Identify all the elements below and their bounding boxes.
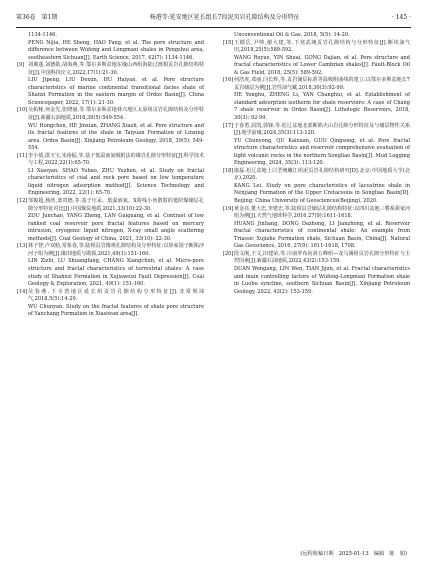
reference-number: [14] (17, 288, 28, 295)
reference-text: 段文刚,王文,田建荣,等.川南罗布向斜五峰组—龙马溪组页岩孔隙分形特征与主控因素[J].新疆石油地质,2022,43(2):153-159. (234, 250, 410, 265)
reference-text: LI Xiaoyan, SHAO Yubao, ZHU Yuzhen, et al. Study on fractal characteristics of coal and rock pore based on low temperature liquid nitrogen adsorption method[J]. Science Technology and Engineering, 2022, 22(1): 65-70. (28, 167, 204, 197)
running-header (16, 12, 411, 24)
reference-text: DUAN Wengang, LIN Wen, TIAN Jijun, et al. Fractal characteristics and main controlling factors of Wufeng-Longmaxi Formation shale in Luobu syncline, southern Sichuan Basin[J]. Xinjiang Petroleum Geology, 2022, 43(2): 153-159. (234, 265, 410, 295)
reference-entry (223, 40, 410, 78)
reference-text: 吴春燕.下寺湾地区延长组页岩孔隙结构分形特征[J].非常规油气,2018,5(5):14-20. (28, 288, 204, 303)
reference-number: [15] (223, 39, 234, 46)
reference-entry (17, 62, 204, 107)
reference-number: [11] (17, 152, 28, 159)
header-divider (16, 27, 411, 28)
reference-text: KANG Lei. Study on pore characteristics of lacustrine shale in Nenjiang Formation of the Upper Cretaceous in Songliao Basin[D]. Beijing: China University of Geosciences(Beijing), 2020. (234, 182, 410, 205)
reference-text: 吴拓稼,何金先,张晓丽,等.鄂尔多斯盆地林兴地区太原组页岩孔隙结构及分形特征[J].新疆石油地质,2018,39(5):549-554. (28, 107, 204, 122)
reference-entry (17, 32, 204, 62)
reference-text: 何浩虎,邓丽,闫长辉,等.页岩储层标准等温吸附曲线的建立:以鄂尔多斯盆地长7页岩储层为例[J].岩性油气藏,2018,30(3):92-99. (234, 77, 410, 91)
reference-entry (223, 123, 410, 168)
reference-entry (17, 153, 204, 198)
reference-number: [12] (17, 198, 28, 205)
reference-text: LIU Jipeng, LIU Dexun, HU Haiyan, et al. Pore structure characteristics of marine continental transitional facies shale of Shanxi Formation in the eastern margin of Ordos Basin[J]. China Sciencepaper, 2022, 17(1): 21-30. (28, 77, 204, 106)
right-column-references (223, 32, 410, 296)
reference-number: [19] (223, 205, 234, 212)
reference-text: 刘翼蓬,刘德勋,胡海燕,等.鄂尔多斯盆地东缘山西组海陆过渡相页岩孔隙结构特征[J].中国科技论文,2022,17(1):21-30. (28, 62, 204, 76)
reference-text: 1134-1146. (28, 32, 57, 38)
reference-entry (17, 198, 204, 243)
reference-text: YU Chunyong, QU Kaixuan, GUO Qingsong, et al. Pore fractal structure characteristics and reservoir comprehensive evaluation of tight volcanic rocks in the northern Songliao Basin[J]. Mud Logging Engineering, 2024, 35(3): 113-120. (234, 137, 410, 167)
reference-entry (223, 251, 410, 296)
reference-entry (17, 107, 204, 152)
reference-text: 王循岳,尹帅,谢大建,等.下寒武统页岩孔隙结构与分形特征[J].断块油气田,2018,25(5):589-592. (234, 39, 410, 54)
reference-entry (17, 289, 204, 319)
reference-text: ZOU Junchao, YANG Zheng, LAN Guiguang, et al. Contrast of low ranked coal reservoir pore fractal features based on mercury intrusion, cryogenic liquid nitrogen, X-ray small angle scattering methods[J]. Coal Geology of China, 2021, 33(10): 22-30. (28, 213, 204, 242)
reference-text: 邹俊超,杨欣,蓝贵德,等.基于压汞、低温液氮、X射线小角散射的低阶煤储层孔隙分形特征对比[J].中国煤炭地质,2021,33(10):22-30. (28, 198, 204, 212)
reference-entry (223, 32, 410, 40)
reference-number: [17] (223, 122, 234, 129)
editorial-note: (远程收稿日期 2025-01-13 编辑 陈 娟) (300, 551, 407, 557)
reference-text: 李小倩,邵玉宝,朱裕振,等.基于低温液氮吸附法的煤岩孔隙分形特征[J].科学技术与工程,2022,22(1):65-70. (28, 152, 204, 167)
reference-entry (223, 77, 410, 122)
reference-entry (223, 206, 410, 251)
reference-number: [13] (17, 243, 28, 250)
reference-text: Unconventional Oil & Gas, 2018, 5(5): 14-20. (234, 32, 350, 38)
reference-text: WANG Ruyue, YIN Shuai, GONG Dajian, et al. Pore structure and fractal characteristics of Lower Cambrian shales[J]. Fault-Block Oil & Gas Field, 2018, 25(5): 589-592. (234, 54, 410, 76)
journal-volume: 第36卷 第1期 (16, 14, 58, 21)
reference-text: 于春勇,屈凯,郭锋,等.松辽盆地北部断陷火山岩孔隙分形特征及与储层物性关系[J].地学前缘,2024,35(3):113-120. (234, 122, 410, 137)
reference-text: PENG Nijia, HE Sheng, HAO Fang, et al. The pore structure and difference between Wufeng and Longmaxi shales in Pengshui area, southeastern Sichuan[J]. Earth Science, 2017, 42(7): 1134-1146. (28, 39, 204, 61)
reference-text: HE Yonghu, ZHENG Li, YAN Changhui, et al. Establishment of standard adsorption isotherm for shale reservoirs: A case of Chang 7 shale reservoir in Ordos Basin[J]. Lithologic Reservoirs, 2018, 30(3): 92-99. (234, 92, 410, 122)
reference-text: 黄金亮,董大忠,李建忠,等.陆相页岩储层孔隙结构特征:以四川盆地三叠系须家河组为例[J].天然气地球科学,2016,27(9):1611-1618. (234, 205, 410, 220)
reference-number: [18] (223, 167, 234, 174)
running-title: 杨港等:延安地区延长组长7段泥页岩孔隙结构及分形特征 (149, 14, 300, 21)
reference-text: WU Hongchen, HE Jinxian, ZHANG Xiaoli, et al. Pore structure and its fractal features of the shale in Taiyuan Formation of Linxing area, Ordos Basin[J]. Xinjiang Petroleum Geology, 2018, 39(5): 549-554. (28, 122, 204, 152)
reference-text: WU Chunyan. Study on the fractal features of shale pore structure of Yanchang Formation in Xiasiwan area[J]. (28, 303, 204, 318)
left-column-references (17, 32, 204, 319)
reference-number: [9] (17, 62, 25, 69)
reference-text: LIN Zizhi, LU Shuangfang, CHANG Xiangchun, et al. Micro-pore structure and fractal characteristics of terrestrial shales: A case study of Shahezi Formation in Xujiaweizi Fault Depression[J]. Coal Geology & Exploration, 2021, 49(1): 151-160. (28, 258, 204, 288)
reference-number: [16] (223, 77, 234, 84)
reference-entry (17, 243, 204, 288)
reference-number: [20] (223, 250, 234, 257)
reference-text: 林子智,卢双舫,常象春,等.陆相页岩微观孔隙结构及分形特征:以徐家围子断陷沙河子组为例[J].煤田地质与勘探,2021,49(1):151-160. (28, 243, 204, 257)
reference-text: HUANG Jinliang, DONG Dazhong, LI Jianzhong, et al. Reservoir fractal characteristics of continental shale: An example from Triassic Xujiahe Formation shale, Sichuan Basin, China[J]. Natural Gas Geoscience, 2016, 27(9): 1611-1618, 1708. (234, 220, 410, 250)
reference-text: 康磊.松辽盆地上白垩统嫩江组泥页岩孔隙结构研究[D].北京:中国地质大学(北京),2020. (234, 167, 410, 182)
reference-number: [10] (17, 107, 28, 114)
page-number: · 145 · (391, 14, 411, 21)
reference-entry (223, 168, 410, 206)
